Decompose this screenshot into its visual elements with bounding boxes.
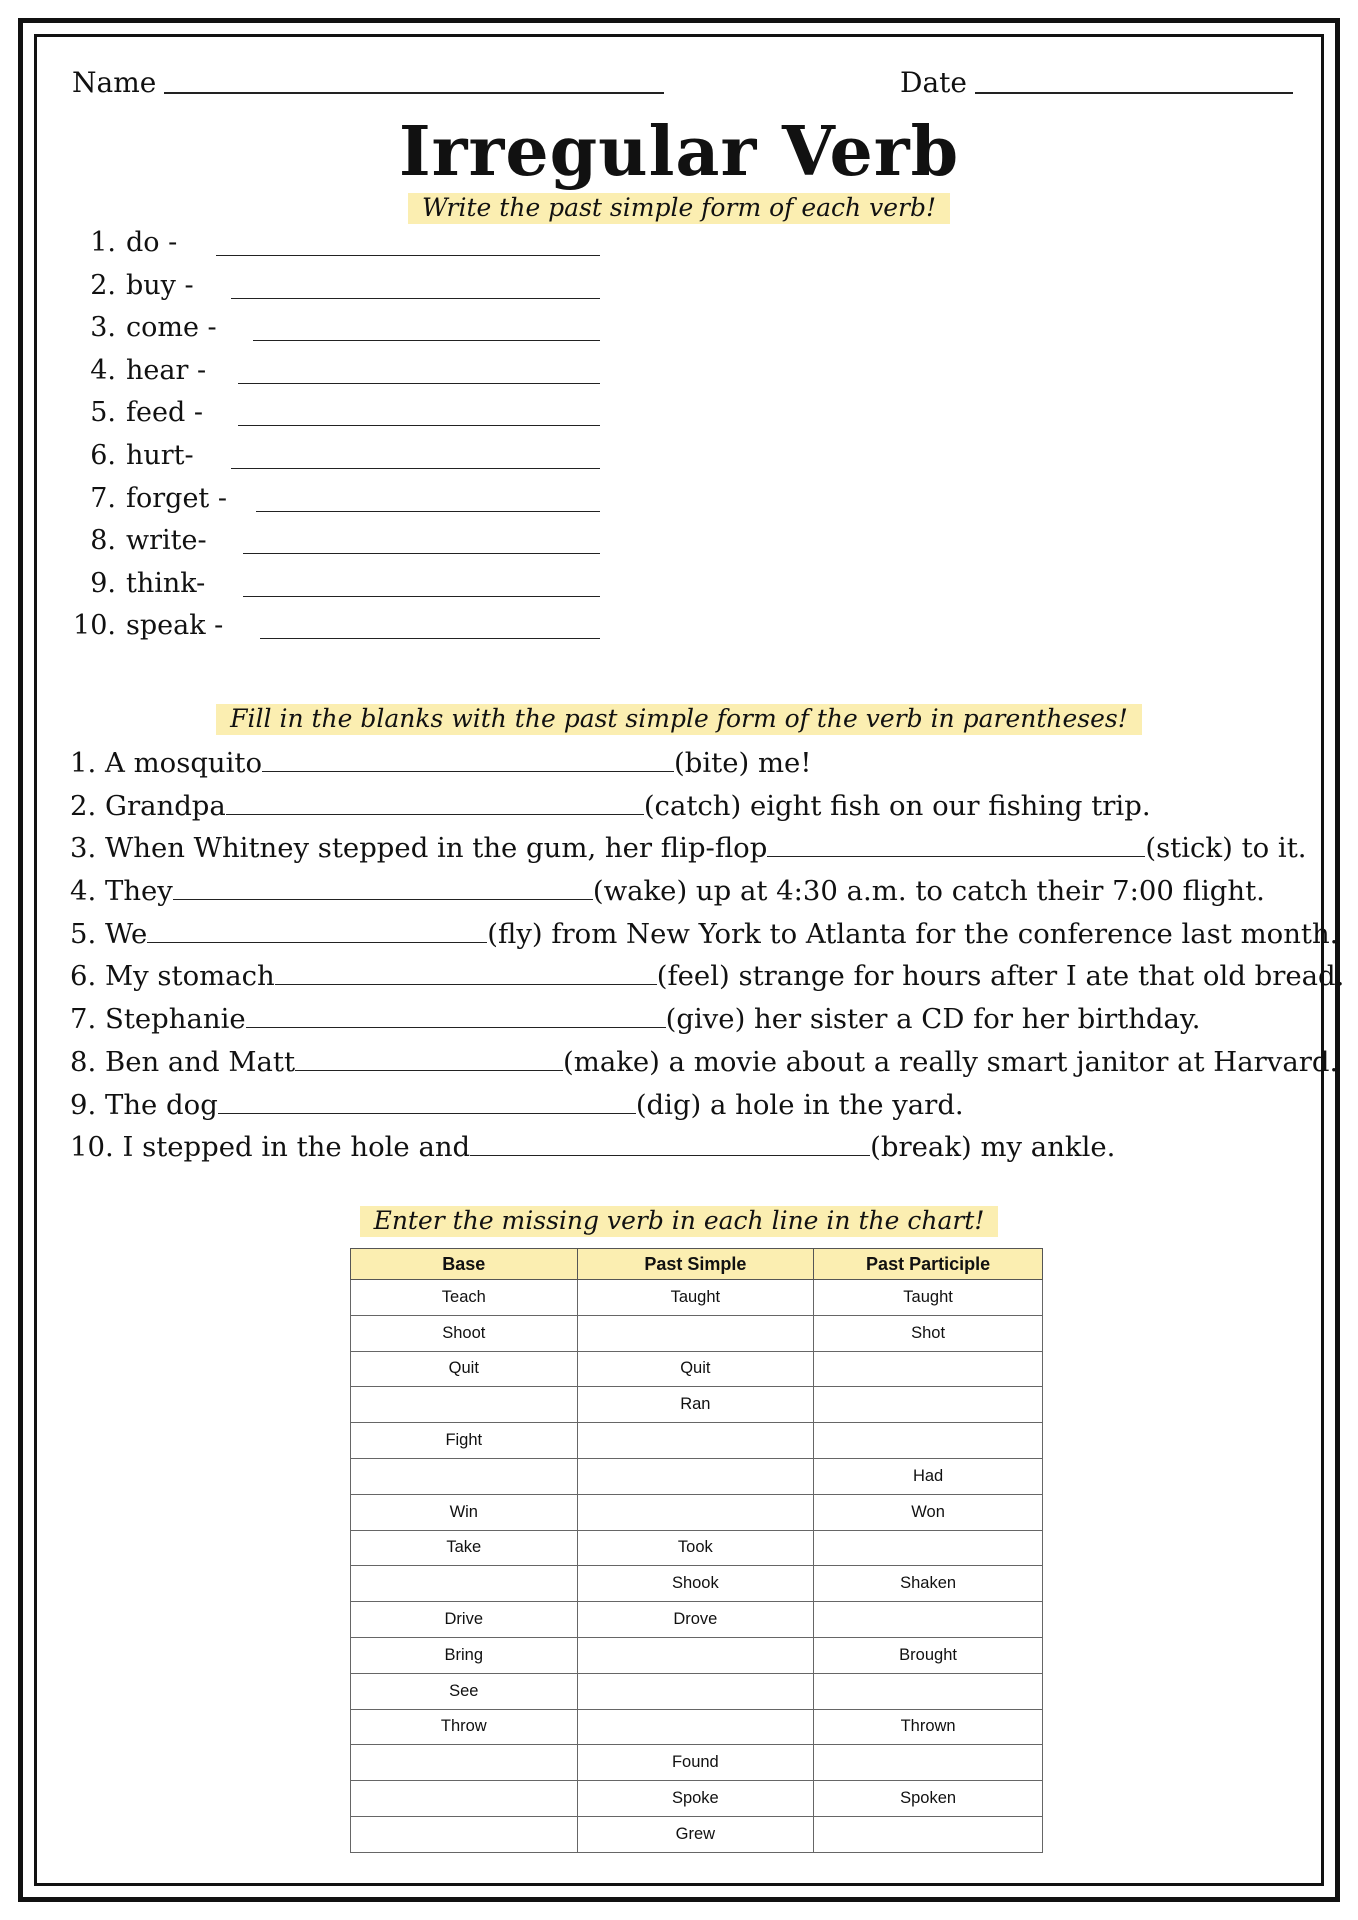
verb-number: 3. [90,312,116,344]
sentence-start: 10. I stepped in the hole and [70,1131,471,1164]
verb-number: 2. [90,269,116,301]
sentence-blank[interactable] [218,1113,636,1114]
chart-row [351,1816,1043,1852]
date-label: Date [900,66,967,99]
section3-instruction [0,1206,1358,1235]
answer-blank[interactable] [231,298,600,299]
answer-blank[interactable] [256,511,600,512]
verb-word: feed - [126,397,203,429]
cell-past-participle: Had [814,1458,1043,1494]
answer-blank[interactable] [253,340,600,341]
chart-row [351,1351,1043,1387]
verb-number: 6. [90,439,116,471]
cell-base: See [351,1673,578,1709]
cell-base[interactable] [351,1387,578,1423]
verb-item [70,392,227,435]
date-field [900,66,1293,99]
chart-row [351,1602,1043,1638]
section2-instruction-text: Fill in the blanks with the past simple form of the verb in parentheses! [216,704,1142,735]
answer-blank[interactable] [243,553,600,554]
verb-word: hear - [126,354,207,386]
sentence-start: 1. A mosquito [70,747,263,779]
sentence-blank[interactable] [173,899,593,900]
verb-item [70,350,227,393]
cell-base: Teach [351,1280,578,1316]
cell-past-simple: Quit [577,1351,814,1387]
verb-word: hurt- [126,439,194,471]
verb-item [70,520,227,563]
cell-past-participle[interactable] [814,1602,1043,1638]
verb-item [70,222,227,265]
chart-row [351,1387,1043,1423]
cell-past-simple: Found [577,1745,814,1781]
sentence-start: 4. They [70,875,173,908]
sentence-item [70,955,1344,998]
cell-past-simple[interactable] [577,1673,814,1709]
sentence-blank[interactable] [275,984,657,985]
cell-past-simple[interactable] [577,1494,814,1530]
cell-past-simple: Grew [577,1816,814,1852]
section3-instruction-text: Enter the missing verb in each line in the chart! [360,1206,999,1237]
cell-past-simple: Shook [577,1566,814,1602]
cell-base: Shoot [351,1315,578,1351]
cell-past-participle: Spoken [814,1781,1043,1817]
name-label: Name [72,66,157,99]
verb-word: write- [126,525,207,557]
verb-number: 8. [90,525,116,557]
chart-row [351,1423,1043,1459]
chart-header-row [351,1249,1043,1280]
cell-past-participle[interactable] [814,1423,1043,1459]
cell-past-simple[interactable] [577,1709,814,1745]
cell-past-participle[interactable] [814,1351,1043,1387]
sentence-end: (catch) eight fish on our fishing trip. [643,789,1151,822]
sentence-start: 8. Ben and Matt [70,1045,296,1078]
sentence-start: 7. Stephanie [70,1003,246,1036]
sentence-item [70,913,1344,956]
cell-base[interactable] [351,1816,578,1852]
verb-item [70,478,227,521]
header-past-simple: Past Simple [577,1249,814,1280]
sentence-end: (fly) from New York to Atlanta for the conference last month. [487,917,1339,950]
verb-number: 1. [90,227,116,258]
chart-row [351,1566,1043,1602]
sentence-item [70,998,1344,1041]
sentence-end: (break) my ankle. [870,1131,1116,1164]
answer-blank[interactable] [231,468,600,469]
verb-word: come - [126,312,217,344]
answer-blank[interactable] [238,383,600,384]
sentence-item [70,1084,1344,1127]
sentence-start: 3. When Whitney stepped in the gum, her flip-flop [70,832,768,865]
verb-item [70,265,227,308]
chart-row [351,1280,1043,1316]
cell-past-participle: Shaken [814,1566,1043,1602]
chart-row [351,1494,1043,1530]
cell-base: Throw [351,1709,578,1745]
cell-base[interactable] [351,1745,578,1781]
answer-blank[interactable] [243,596,600,597]
verb-number: 10. [73,610,116,642]
sentence-start: 9. The dog [70,1088,218,1121]
cell-base: Win [351,1494,578,1530]
answer-blank[interactable] [216,255,600,256]
cell-past-participle[interactable] [814,1387,1043,1423]
section2-instruction [0,704,1358,733]
sentence-end: (make) a movie about a really smart janitor at Harvard. [563,1045,1339,1078]
cell-past-simple: Took [577,1530,814,1566]
chart-row [351,1745,1043,1781]
cell-base[interactable] [351,1566,578,1602]
sentence-end: (give) her sister a CD for her birthday. [665,1003,1201,1036]
answer-blank[interactable] [260,638,600,639]
cell-past-simple: Spoke [577,1781,814,1817]
name-field [72,66,664,99]
verb-word: think- [126,567,206,599]
sentence-start: 5. We [70,917,148,950]
verb-number: 5. [90,397,116,429]
sentence-list [70,742,1344,1169]
verb-number: 7. [90,482,116,514]
cell-past-simple[interactable] [577,1458,814,1494]
sentence-end: (stick) to it. [1145,832,1307,865]
page-title: Irregular Verb [398,112,960,192]
sentence-item [70,870,1344,913]
sentence-end: (bite) me! [674,747,812,779]
date-blank[interactable] [975,92,1293,94]
sentence-item [70,1126,1344,1169]
sentence-item [70,1041,1344,1084]
verb-word: buy - [126,269,194,301]
cell-past-participle: Taught [814,1280,1043,1316]
chart-row [351,1673,1043,1709]
cell-base[interactable] [351,1781,578,1817]
cell-base: Quit [351,1351,578,1387]
sentence-blank[interactable] [470,1155,870,1156]
cell-past-simple[interactable] [577,1315,814,1351]
cell-past-participle[interactable] [814,1673,1043,1709]
cell-past-participle[interactable] [814,1816,1043,1852]
sentence-start: 2. Grandpa [70,789,226,822]
sentence-end: (feel) strange for hours after I ate that old bread. [656,960,1345,993]
cell-base: Fight [351,1423,578,1459]
cell-past-participle: Brought [814,1637,1043,1673]
sentence-end: (dig) a hole in the yard. [635,1088,964,1121]
answer-blank[interactable] [238,425,600,426]
cell-past-participle[interactable] [814,1745,1043,1781]
sentence-blank[interactable] [295,1070,563,1071]
chart-row [351,1458,1043,1494]
verb-word: do - [126,227,178,258]
verb-word: forget - [126,482,227,514]
cell-base: Bring [351,1637,578,1673]
header-past-participle: Past Participle [814,1249,1043,1280]
sentence-blank[interactable] [767,856,1145,857]
cell-past-participle: Thrown [814,1709,1043,1745]
sentence-start: 6. My stomach [70,960,275,993]
verb-word: speak - [126,610,224,642]
cell-base: Take [351,1530,578,1566]
cell-base[interactable] [351,1458,578,1494]
cell-past-simple: Drove [577,1602,814,1638]
cell-past-participle: Shot [814,1315,1043,1351]
name-blank[interactable] [164,92,664,94]
chart-row [351,1530,1043,1566]
cell-past-participle[interactable] [814,1530,1043,1566]
chart-row [351,1637,1043,1673]
verb-chart [350,1248,1043,1853]
section1-instruction [0,193,1358,222]
cell-past-simple[interactable] [577,1637,814,1673]
cell-past-participle: Won [814,1494,1043,1530]
verb-item [70,435,227,478]
sentence-blank[interactable] [147,942,487,943]
sentence-item [70,827,1344,870]
chart-row [351,1315,1043,1351]
sentence-item [70,785,1344,828]
sentence-end: (wake) up at 4:30 a.m. to catch their 7:00 flight. [592,875,1265,908]
header-base: Base [351,1249,578,1280]
sentence-item [70,742,1344,785]
cell-base: Drive [351,1602,578,1638]
cell-past-simple[interactable] [577,1423,814,1459]
verb-item [70,563,227,606]
chart-row [351,1781,1043,1817]
verb-list [70,222,227,648]
chart-row [351,1709,1043,1745]
cell-past-simple: Ran [577,1387,814,1423]
cell-past-simple: Taught [577,1280,814,1316]
verb-item [70,307,227,350]
verb-number: 4. [90,354,116,386]
verb-number: 9. [90,567,116,599]
section1-instruction-text: Write the past simple form of each verb! [408,193,950,224]
sentence-blank[interactable] [246,1027,666,1028]
verb-item [70,605,227,648]
sentence-blank[interactable] [226,814,644,815]
sentence-blank[interactable] [262,771,674,772]
